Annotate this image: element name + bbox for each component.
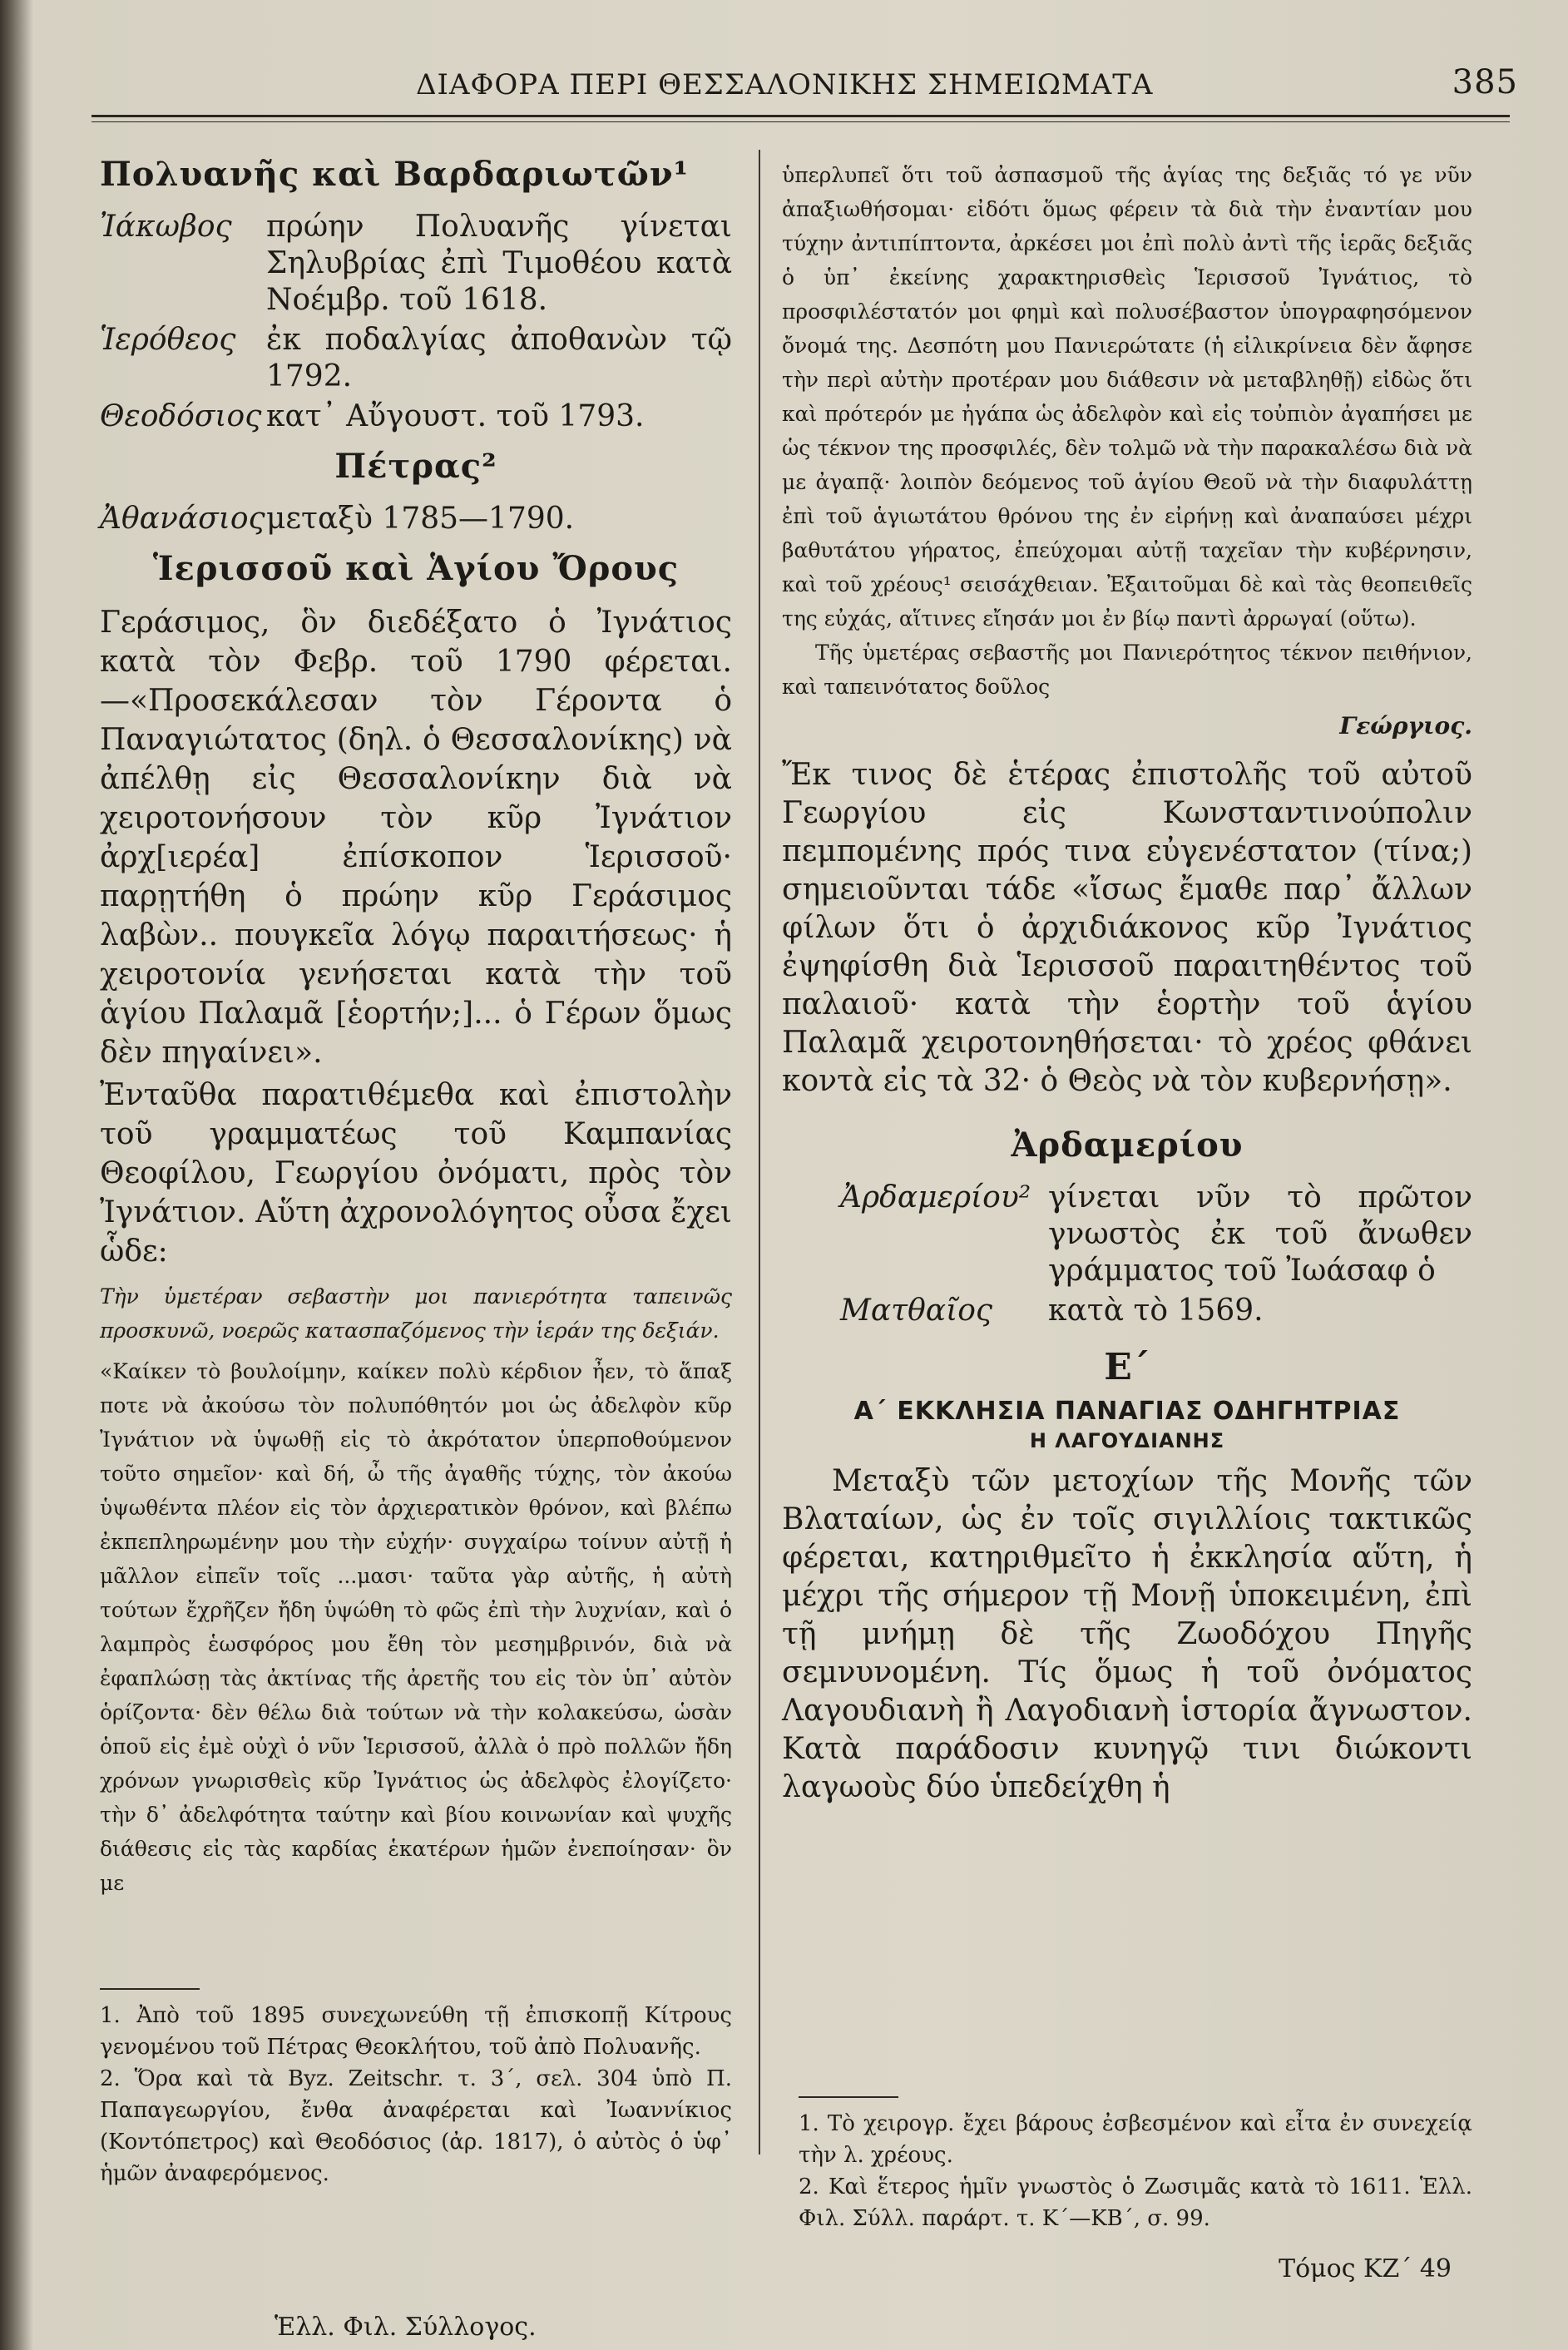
- left-column: [100, 150, 732, 1900]
- entry-text: πρώην Πολυανῆς γίνεται Σηλυβρίας ἐπὶ Τιμοθέου κατὰ Νοέμβρ. τοῦ 1618.: [266, 210, 732, 317]
- section-title-ardameriou: Ἀρδαμερίου: [1011, 1126, 1244, 1165]
- entry-name: Ματθαῖος: [840, 1294, 993, 1328]
- entry: [782, 1180, 1472, 1289]
- church-subtitle: Η ΛΑΓΟΥΔΙΑΝΗΣ: [1029, 1429, 1225, 1452]
- section-title-polyanis: Πολυανῆς καὶ Βαρδαριωτῶν¹: [100, 155, 690, 194]
- section-title-ierissou: Ἱερισσοῦ καὶ Ἁγίου Ὄρους: [152, 549, 680, 588]
- footnote-rule: [100, 1988, 200, 1990]
- letter-text: «Καίκεν τὸ βουλοίμην, καίκεν πολὺ κέρδιον ἦεν, τὸ ἅπαξ ποτε νὰ ἀκούσω τὸν πολυπόθητόν μοι ὡς ἀδελφὸν κῦρ Ἰγνάτιον νὰ ὑψωθῇ εἰς τὸ ἀκρότατον ὑπερποθούμενον τοῦτο σημεῖον· καὶ δή, ὦ τῆς ἀγαθῆς τύχης, τὸν ἀκούω ὑψωθέντα πλέον εἰς τὸν ἀρχιερατικὸν θρόνον, καὶ βλέπω ἐκπεπληρωμένην μου τὴν εὐχήν· συγχαίρω τοίνυν αὐτῇ ἡ μᾶλλον εἰπεῖν τοῖς ...μασι· ταῦτα γὰρ αὐτῆς, ἡ αὐτὴ τούτων ἔχρῆζεν ἤδη ὑψώθη τὸ φῶς ἐπὶ τὴν λυχνίαν, καὶ ὁ λαμπρὸς ἑωσφόρος μου ἔθη τὸν μεσημβρινόν, διὰ νὰ ἐφαπλώσῃ τὰς ἀκτίνας τῆς ἀρετῆς του εἰς τὸν ὑπ᾽ αὐτὸν ὁρίζοντα· δὲν θέλω διὰ τούτων νὰ τὴν κολακεύσω, ὡσὰν ὁποῦ εἰς ἐμὲ οὐχὶ ὁ νῦν Ἱερισσοῦ, ἀλλὰ ὁ πρὸ πολλῶν ἤδη χρόνων γνωρισθεὶς κῦρ Ἰγνάτιος ὡς ἀδελφὸς ἐλογίζετο· τὴν δ᾽ ἀδελφότητα ταύτην καὶ βίου κοινωνίαν καὶ ψυχῆς διάθεσις εἰς τὰς καρδίας ἑκατέρων ἡμῶν ἐνεποίησαν· ὃν με: [100, 1359, 732, 1895]
- page-number: 385: [1452, 63, 1518, 101]
- header-rule: [92, 115, 1510, 117]
- letter-closing: Τῆς ὑμετέρας σεβαστῆς μοι Πανιερότητος τέκνον πειθήνιον, καὶ ταπεινότατος δοῦλος: [782, 641, 1472, 699]
- section-title-petras: Πέτρας²: [334, 447, 497, 486]
- entry: [100, 322, 732, 395]
- paragraph: Μεταξὺ τῶν μετοχίων τῆς Μονῆς τῶν Βλαταίων, ὡς ἐν τοῖς σιγιλλίοις τακτικῶς φέρεται, κατηριθμεῖτο ἡ ἐκκλησία αὕτη, ἡ μέχρι τῆς σήμερον τῇ Μονῇ ὑποκειμένη, ἐπὶ τῇ μνήμῃ δὲ τῆς Ζωοδόχου Πηγῆς σεμνυνομένη. Τίς ὅμως ἡ τοῦ ὀνόματος Λαγουδιανὴ ἢ Λαγοδιανὴ ἱστορία ἄγνωστον. Κατὰ παράδοσιν κυνηγῷ τινι διώκοντι λαγωοὺς δύο ὑπεδείχθη ἡ: [782, 1464, 1472, 1804]
- paragraph: Ἐνταῦθα παρατιθέμεθα καὶ ἐπιστολὴν τοῦ γραμματέως τοῦ Καμπανίας Θεοφίλου, Γεωργίου ὀνόματι, πρὸς τὸν Ἰγνάτιον. Αὕτη ἀχρονολόγητος οὖσα ἔχει ὧδε:: [100, 1078, 732, 1269]
- entry: [100, 501, 732, 537]
- church-title: Α´ ΕΚΚΛΗΣΙΑ ΠΑΝΑΓΙΑΣ ΟΔΗΓΗΤΡΙΑΣ: [853, 1397, 1401, 1426]
- entry: [100, 209, 732, 319]
- right-column: [782, 158, 1472, 1810]
- footnote-rule: [799, 2096, 898, 2098]
- entry-text: κατὰ τὸ 1569.: [1048, 1294, 1264, 1328]
- section-letter: Ε´: [1104, 1346, 1150, 1388]
- entry-name: Ἀρδαμερίου²: [840, 1180, 1031, 1215]
- entry-name: Ἀθανάσιος: [100, 502, 265, 536]
- paragraph: Ἔκ τινος δὲ ἑτέρας ἐπιστολῆς τοῦ αὐτοῦ Γεωργίου εἰς Κωνσταντινούπολιν πεμπομένης πρός τινα εὐγενέστατον (τίνα;) σημειοῦνται τάδε «ἴσως ἔμαθε παρ᾽ ἄλλων φίλων ὅτι ὁ ἀρχιδιάκονος κῦρ Ἰγνάτιος ἐψηφίσθη διὰ Ἱερισσοῦ παραιτηθέντος τοῦ παλαιοῦ· κατὰ τὴν ἑορτὴν τοῦ ἁγίου Παλαμᾶ χειροτονηθήσεται· τὸ χρέος φθάνει κοντὰ εἰς τὰ 32· ὁ Θεὸς νὰ τὸν κυβερνήσῃ».: [782, 758, 1472, 1098]
- entry-text: γίνεται νῦν τὸ πρῶτον γνωστὸς ἐκ τοῦ ἄνωθεν γράμματος τοῦ Ἰωάσαφ ὁ: [1048, 1180, 1472, 1288]
- entry: [782, 1293, 1472, 1329]
- bottom-signature-mark: Ἑλλ. Φιλ. Σύλλογος.: [275, 2313, 537, 2342]
- entry-name: Ἰάκωβος: [100, 210, 232, 244]
- footnote: 1. Ἀπὸ τοῦ 1895 συνεχωνεύθη τῇ ἐπισκοπῇ Κίτρους γενομένου τοῦ Πέτρας Θεοκλήτου, τοῦ ἀπὸ Πολυανῆς.: [100, 2003, 732, 2060]
- entry-name: Θεοδόσιος: [100, 399, 262, 433]
- letter-salutation: Τὴν ὑμετέραν σεβαστὴν μοι πανιερότητα ταπεινῶς προσκυνῶ, νοερῶς κατασπαζόμενος τὴν ἱεράν της δεξιάν.: [100, 1284, 732, 1343]
- header-rule-thin: [92, 121, 1510, 122]
- left-footnotes: [100, 1988, 732, 2189]
- footnote: 2. Ὅρα καὶ τὰ Byz. Zeitschr. τ. 3´, σελ. 304 ὑπὸ Π. Παπαγεωργίου, ἔνθα ἀναφέρεται καὶ Ἰωαννίκιος (Κοντόπετρος) καὶ Θεοδόσιος (ἀρ. 1817), ὁ αὐτὸς ὁ ὑφ᾽ ἡμῶν ἀναφερόμενος.: [100, 2066, 732, 2186]
- paragraph: Γεράσιμος, ὃν διεδέξατο ὁ Ἰγνάτιος κατὰ τὸν Φεβρ. τοῦ 1790 φέρεται.—«Προσεκάλεσαν τὸν Γέροντα ὁ Παναγιώτατος (δηλ. ὁ Θεσσαλονίκης) νὰ ἀπέλθῃ εἰς Θεσσαλονίκην διὰ νὰ χειροτονήσουν τὸν κῦρ Ἰγνάτιον ἀρχ[ιερέα] ἐπίσκοπον Ἱερισσοῦ· παρῃτήθη ὁ πρώην κῦρ Γεράσιμος λαβὼν.. πουγκεῖα λόγῳ παραιτήσεως· ἡ χειροτονία γενήσεται κατὰ τὴν τοῦ ἁγίου Παλαμᾶ [ἑορτήν;]... ὁ Γέρων ὅμως δὲν πηγαίνει».: [100, 606, 732, 1070]
- header-title: ΔΙΑΦΟΡΑ ΠΕΡΙ ΘΕΣΣΑΛΟΝΙΚΗΣ ΣΗΜΕΙΩΜΑΤΑ: [416, 68, 1154, 101]
- entry-text: ἐκ ποδαλγίας ἀποθανὼν τῷ 1792.: [266, 323, 732, 393]
- volume-mark: Τόμος ΚΖ´ 49: [1279, 2254, 1452, 2283]
- entry-text: μεταξὺ 1785—1790.: [266, 502, 575, 536]
- entry: [100, 398, 732, 435]
- entry-text: κατ᾽ Αὔγουστ. τοῦ 1793.: [266, 399, 645, 433]
- footnote: 1. Τὸ χειρογρ. ἔχει βάρους ἐσβεσμένον καὶ εἶτα ἐν συνεχείᾳ τὴν λ. χρέους.: [799, 2111, 1472, 2168]
- right-footnotes: [799, 2096, 1472, 2234]
- letter-signature: Γεώργιος.: [1339, 712, 1472, 740]
- letter-continuation: ὑπερλυπεῖ ὅτι τοῦ ἀσπασμοῦ τῆς ἁγίας της δεξιᾶς τό γε νῦν ἀπαξιωθήσομαι· εἰδότι ὅμως φέρειν τὰ διὰ τὴν ἐναντίαν μου τύχην ἀντιπίπτοντα, ἀρκέσει μοι ἐπὶ πολὺ ἀντὶ τῆς ἱερᾶς δεξιᾶς ὁ ὑπ᾽ ἐκείνης χαρακτηρισθεὶς Ἱερισσοῦ Ἰγνάτιος, τὸ προσφιλέστατόν μοι φημὶ καὶ πολυσέβαστον ὑπογραφησόμενον ὄνομά της. Δεσπότη μου Πανιερώτατε (ἡ εἰλικρίνεια δὲν ἄφησε τὴν περὶ αὐτὴν προτέραν μου διάθεσιν νὰ μεταβληθῇ) εἰδὼς ὅτι καὶ πρότερόν με ἠγάπα ὡς ἀδελφὸν καὶ εἰς τοὐπιὸν ἀγαπήσει με ὡς τέκνον της προσφιλές, δὲν τολμῶ νὰ τὴν παρακαλέσω διὰ νὰ με ἀγαπᾷ· λοιπὸν δεόμενος τοῦ ἁγίου Θεοῦ νὰ τὴν διαφυλάττῃ ἐπὶ τοῦ ἁγιωτάτου θρόνου της ἐν εἰρήνῃ καὶ ἀναπαύσει μέχρι βαθυτάτου γήρατος, ἐπεύχομαι αὐτῇ ταχεῖαν τὴν κυβέρνησιν, καὶ τοῦ χρέους¹ σεισάχθειαν. Ἐξαιτοῦμαι δὲ καὶ τὰς θεοπειθεῖς της εὐχάς, αἵτινες εἴησάν μοι ἐν βίῳ παντὶ ἀρρωγαί (οὕτω).: [782, 163, 1472, 631]
- running-header: [100, 58, 1518, 108]
- column-divider: [759, 150, 760, 2155]
- footnote: 2. Καὶ ἕτερος ἡμῖν γνωστὸς ὁ Ζωσιμᾶς κατὰ τὸ 1611. Ἑλλ. Φιλ. Σύλλ. παράρτ. τ. Κ´—ΚΒ´, σ. 99.: [799, 2174, 1472, 2231]
- entry-name: Ἱερόθεος: [100, 323, 236, 357]
